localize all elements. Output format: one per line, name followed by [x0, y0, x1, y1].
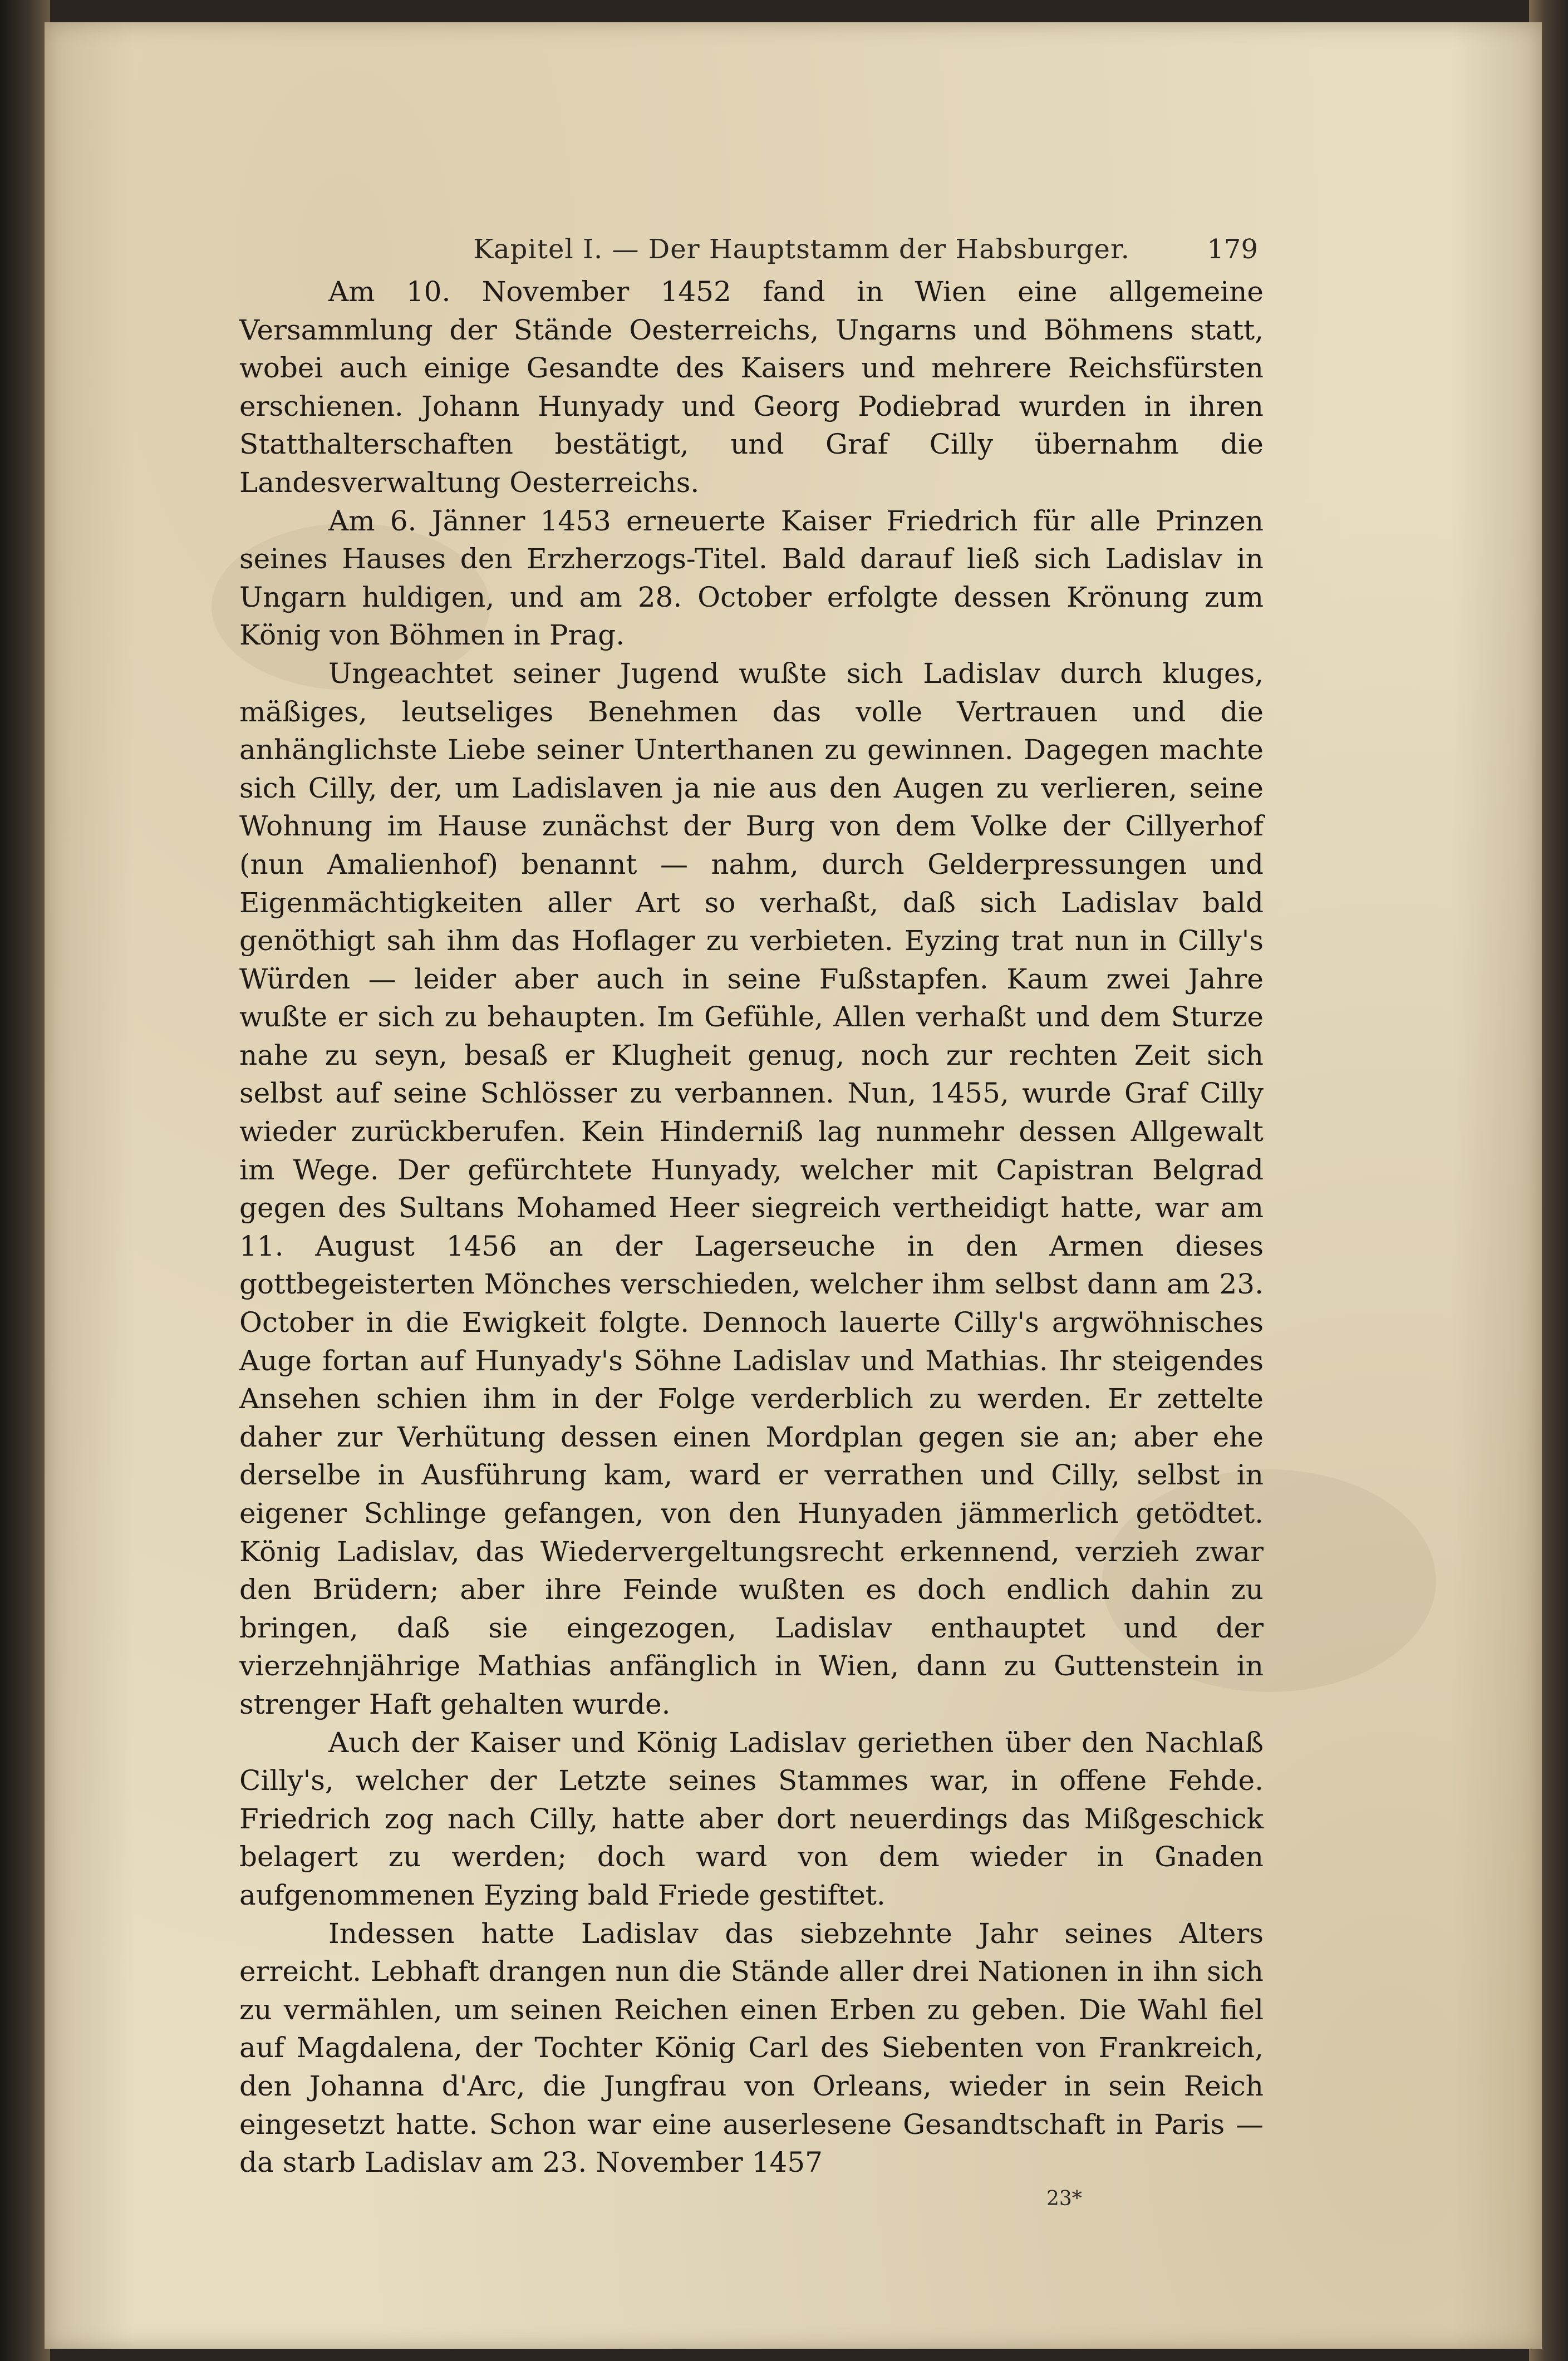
- paragraph: Indessen hatte Ladislav das siebzehnte Jahr seines Alters erreicht. Lebhaft drangen nun die Stände aller drei Nationen in ihn sich zu vermählen, um seinen Reichen einen Erben zu geben. Die Wahl fiel auf Magdalena, der Tochter König Carl des Siebenten von Frankreich, den Johanna d'Arc, die Jungfrau von Orleans, wieder in sein Reich eingesetzt hatte. Schon war eine auserlesene Gesandtschaft in Paris — da starb Ladislav am 23. November 1457: [239, 1917, 1264, 2179]
- page-number: 179: [1207, 234, 1258, 265]
- paragraph: Am 10. November 1452 fand in Wien eine allgemeine Versammlung der Stände Oesterreichs, Ungarns und Böhmens statt, wobei auch einige Gesandte des Kaisers und mehrere Reichsfürsten erschienen. Johann Hunyady und Georg Podiebrad wurden in ihren Statthalterschaften bestätigt, und Graf Cilly übernahm die Landesverwaltung Oesterreichs.: [239, 276, 1264, 499]
- paragraph: Am 6. Jänner 1453 erneuerte Kaiser Friedrich für alle Prinzen seines Hauses den Erzherzogs-Titel. Bald darauf ließ sich Ladislav in Ungarn huldigen, und am 28. October erfolgte dessen Krönung zum König von Böhmen in Prag.: [239, 504, 1264, 652]
- paragraph: Ungeachtet seiner Jugend wußte sich Ladislav durch kluges, mäßiges, leutseliges Benehmen das volle Vertrauen und die anhänglichste Liebe seiner Unterthanen zu gewinnen. Dagegen machte sich Cilly, der, um Ladislaven ja nie aus den Augen zu verlieren, seine Wohnung im Hause zunächst der Burg von dem Volke der Cillyerhof (nun Amalienhof) benannt — nahm, durch Gelderpressungen und Eigenmächtigkeiten aller Art so verhaßt, daß sich Ladislav bald genöthigt sah ihm das Hoflager zu verbieten. Eyzing trat nun in Cilly's Würden — leider aber auch in seine Fußstapfen. Kaum zwei Jahre wußte er sich zu behaupten. Im Gefühle, Allen verhaßt und dem Sturze nahe zu seyn, besaß er Klugheit genug, noch zur rechten Zeit sich selbst auf seine Schlösser zu verbannen. Nun, 1455, wurde Graf Cilly wieder zurückberufen. Kein Hinderniß lag nunmehr dessen Allgewalt im Wege. Der gefürchtete Hunyady, welcher mit Capistran Belgrad gegen des Sultans Mohamed Heer siegreich vertheidigt hatte, war am 11. August 1456 an der Lagerseuche in den Armen dieses gottbegeisterten Mönches verschieden, welcher ihm selbst dann am 23. October in die Ewigkeit folgte. Dennoch lauerte Cilly's argwöhnisches Auge fortan auf Hunyady's Söhne Ladislav und Mathias. Ihr steigendes Ansehen schien ihm in der Folge verderblich zu werden. Er zettelte daher zur Verhütung dessen einen Mordplan gegen sie an; aber ehe derselbe in Ausführung kam, ward er verrathen und Cilly, selbst in eigener Schlinge gefangen, von den Hunyaden jämmerlich getödtet. König Ladislav, das Wiedervergeltungsrecht erkennend, verzieh zwar den Brüdern; aber ihre Feinde wußten es doch endlich dahin zu bringen, daß sie eingezogen, Ladislav enthauptet und der vierzehnjährige Mathias anfänglich in Wien, dann zu Guttenstein in strenger Haft gehalten wurde.: [239, 657, 1264, 1720]
- signature-mark: 23*: [1046, 2187, 1082, 2210]
- running-head: Kapitel I. — Der Hauptstamm der Habsburger.: [473, 234, 1130, 265]
- book-binding-left: [0, 0, 50, 2361]
- paragraph: Auch der Kaiser und König Ladislav geriethen über den Nachlaß Cilly's, welcher der Letzte seines Stammes war, in offene Fehde. Friedrich zog nach Cilly, hatte aber dort neuerdings das Mißgeschick belagert zu werden; doch ward von dem wieder in Gnaden aufgenommenen Eyzing bald Friede gestiftet.: [239, 1726, 1264, 1911]
- body-text: [239, 273, 1264, 2182]
